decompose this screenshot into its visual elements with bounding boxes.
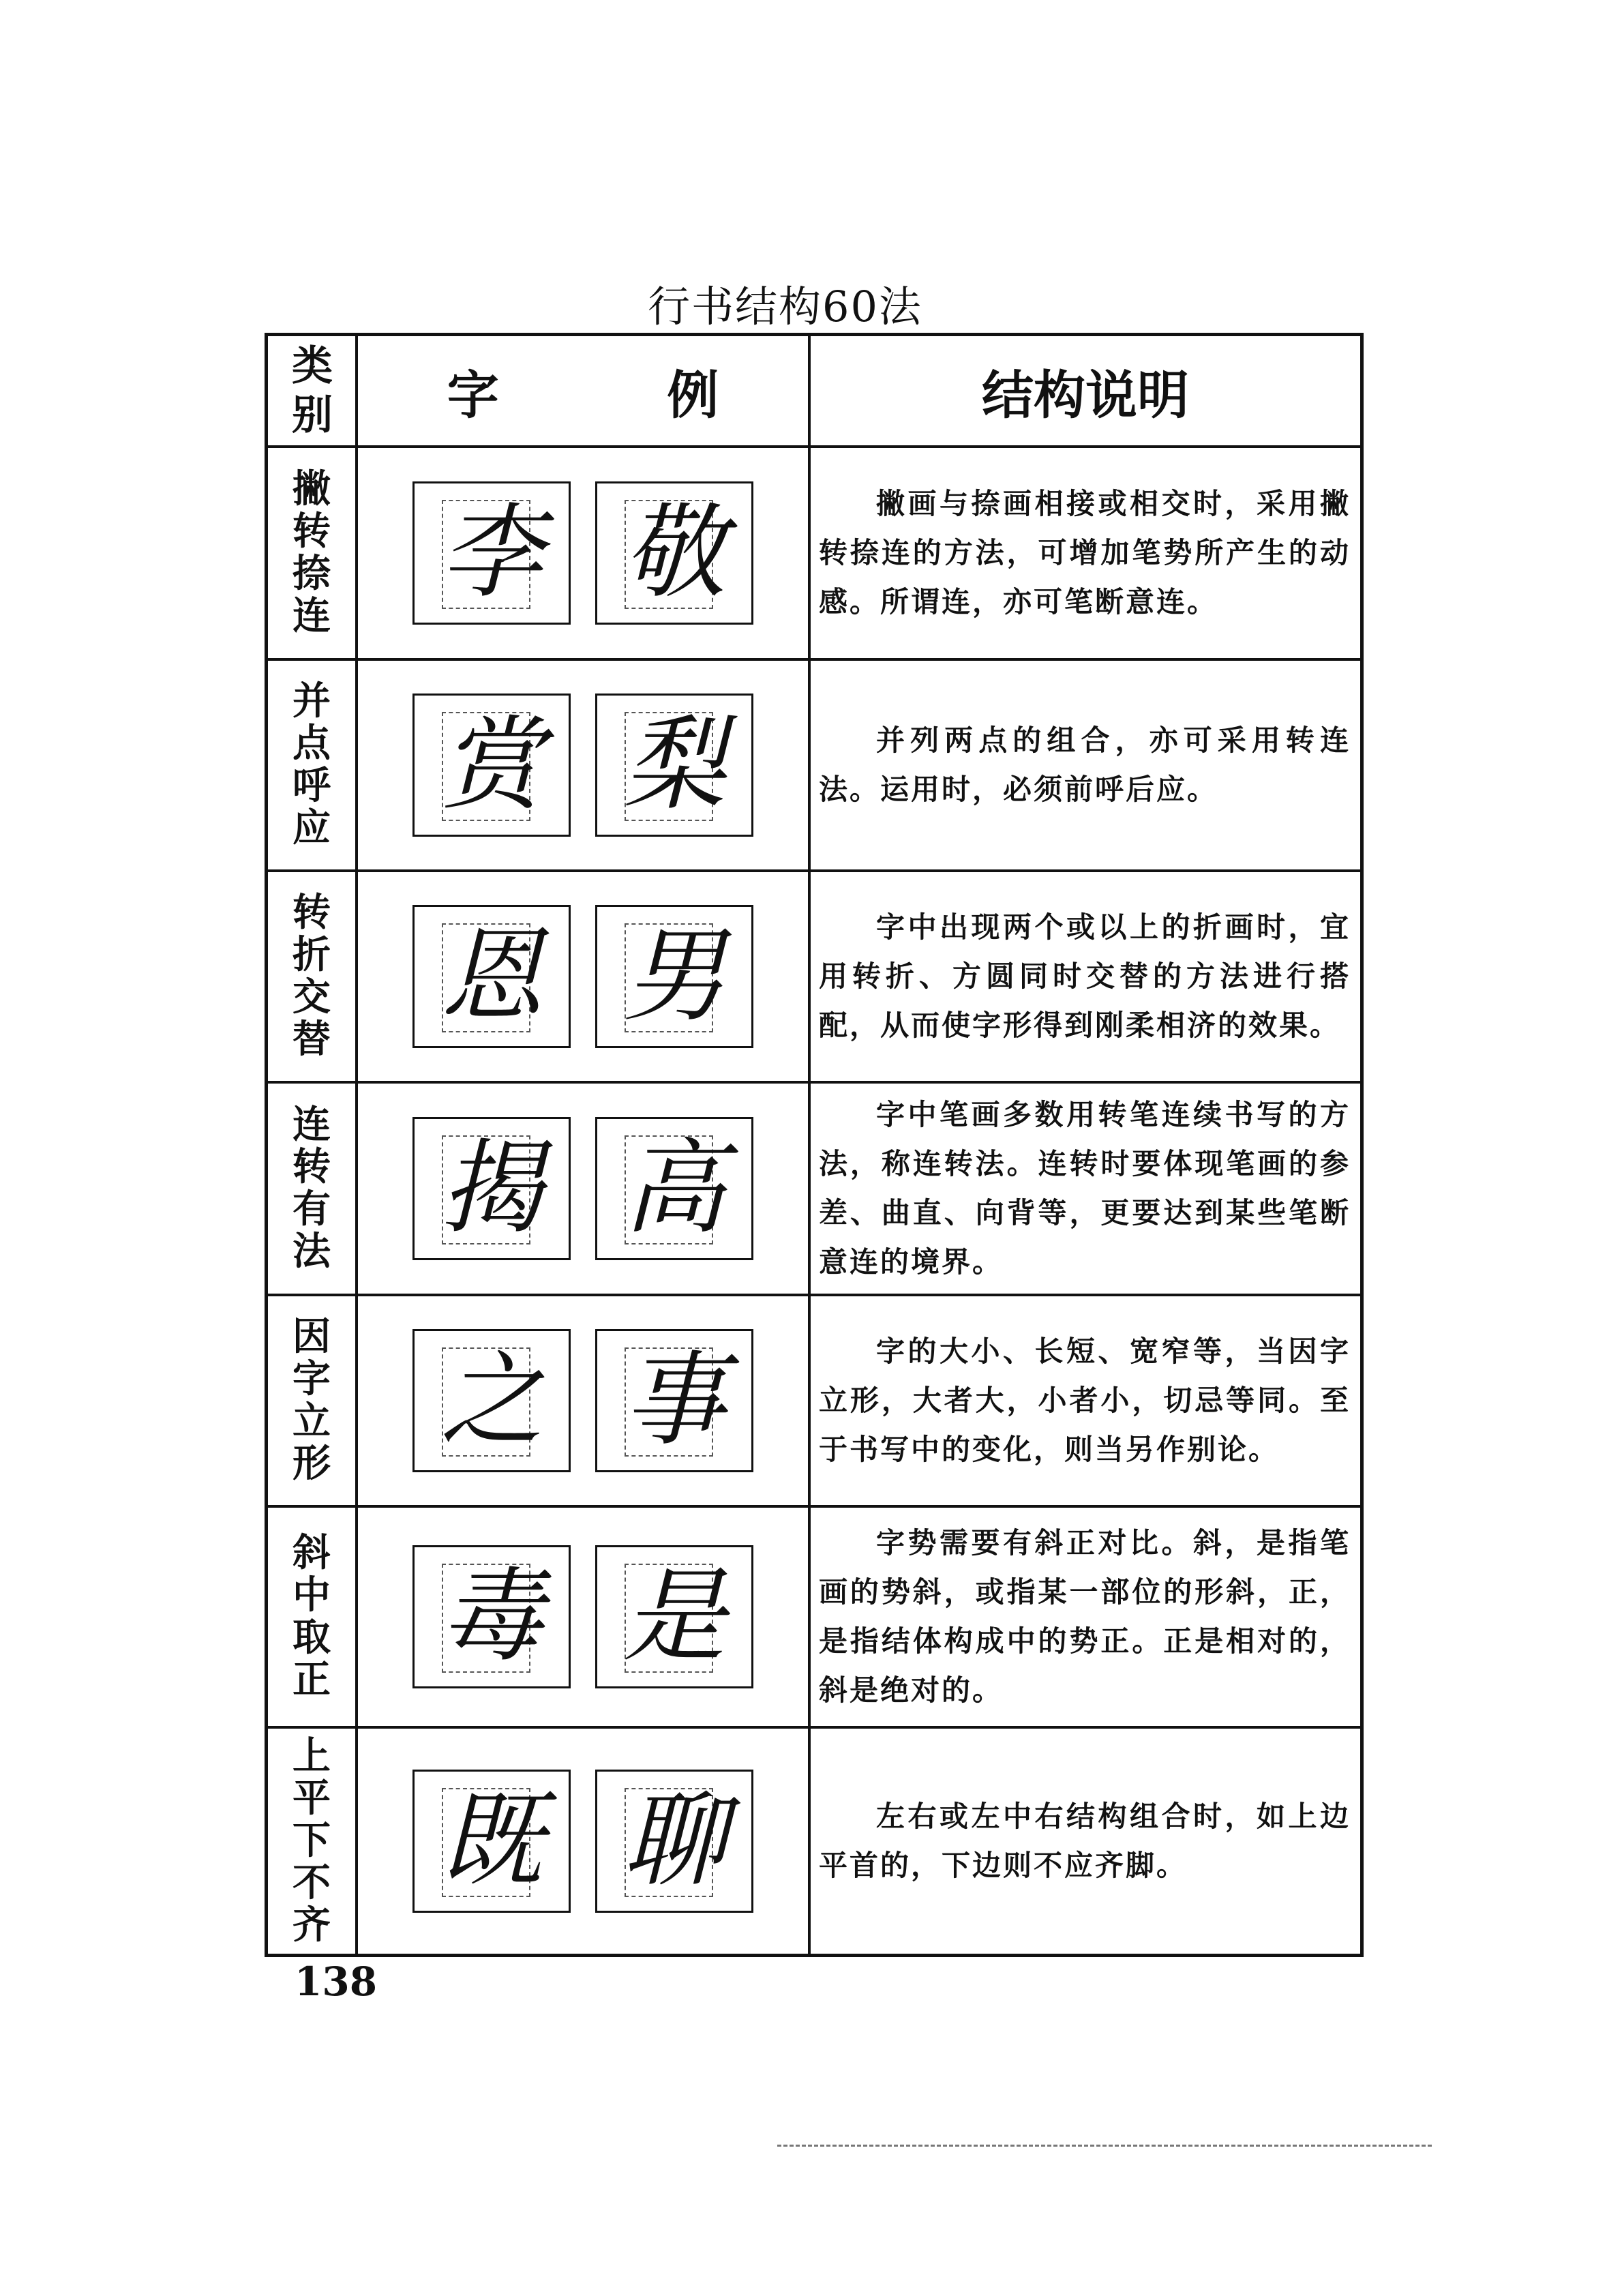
- table-row: [268, 872, 1360, 1084]
- page-number: 138: [295, 1958, 378, 2005]
- example-character: 赏: [412, 694, 571, 837]
- header-description: 结构说明: [982, 364, 1189, 426]
- row-description: 字中笔画多数用转笔连续书写的方法，称连转法。连转时要体现笔画的参差、曲直、向背等，更要达到某些笔断意连的境界。: [819, 1098, 1351, 1279]
- example-character: 高: [595, 1117, 753, 1260]
- example-character: 恩: [412, 905, 571, 1048]
- header-examples: 字 例: [447, 364, 794, 426]
- structure-table: [265, 333, 1364, 1957]
- example-character: 毒: [412, 1545, 571, 1688]
- header-category: 类别: [292, 342, 333, 439]
- row-description: 左右或左中右结构组合时，如上边平首的，下边则不应齐脚。: [819, 1800, 1351, 1882]
- table-row: [268, 1508, 1360, 1729]
- row-examples: [358, 1084, 808, 1294]
- row-description: 撇画与捺画相接或相交时，采用撇转捺连的方法，可增加笔势所产生的动感。所谓连，亦可笔断意连。: [819, 487, 1351, 618]
- example-character: 揭: [412, 1117, 571, 1260]
- example-character: 男: [595, 905, 753, 1048]
- row-category: 连转有法: [292, 1103, 331, 1274]
- page-title: 行书结构60法: [648, 282, 922, 331]
- row-description: 并列两点的组合，亦可采用转连法。运用时，必须前呼后应。: [819, 724, 1351, 806]
- table-row: [268, 1729, 1360, 1954]
- row-category: 因字立形: [292, 1315, 331, 1486]
- row-description: 字中出现两个或以上的折画时，宜用转折、方圆同时交替的方法进行搭配，从而使字形得到刚柔相济的效果。: [819, 910, 1351, 1042]
- table-row: [268, 1296, 1360, 1508]
- row-examples: [358, 1508, 808, 1726]
- table-row: [268, 448, 1360, 661]
- row-examples: [358, 1296, 808, 1505]
- row-category: 上平下不齐: [292, 1734, 331, 1948]
- row-examples: [358, 661, 808, 869]
- example-character: 李: [412, 481, 571, 625]
- row-category: 斜中取正: [292, 1531, 331, 1702]
- table-header: [268, 336, 1360, 448]
- example-character: 是: [595, 1545, 753, 1688]
- example-character: 事: [595, 1329, 753, 1472]
- example-character: 聊: [595, 1770, 753, 1913]
- table-row: [268, 1084, 1360, 1296]
- row-examples: [358, 872, 808, 1081]
- row-category: 并点呼应: [292, 679, 331, 850]
- row-examples: [358, 448, 808, 658]
- example-character: 之: [412, 1329, 571, 1472]
- row-description: 字的大小、长短、宽窄等，当因字立形，大者大，小者小，切忌等同。至于书写中的变化，则当另作别论。: [819, 1335, 1351, 1466]
- scan-artifact-line: [777, 2145, 1432, 2147]
- row-examples: [358, 1729, 808, 1954]
- table-row: [268, 661, 1360, 872]
- example-character: 梨: [595, 694, 753, 837]
- example-character: 敬: [595, 481, 753, 625]
- row-category: 撇转捺连: [292, 467, 331, 638]
- example-character: 既: [412, 1770, 571, 1913]
- row-description: 字势需要有斜正对比。斜，是指笔画的势斜，或指某一部位的形斜，正，是指结体构成中的势正。正是相对的，斜是绝对的。: [819, 1526, 1351, 1707]
- row-category: 转折交替: [292, 891, 331, 1062]
